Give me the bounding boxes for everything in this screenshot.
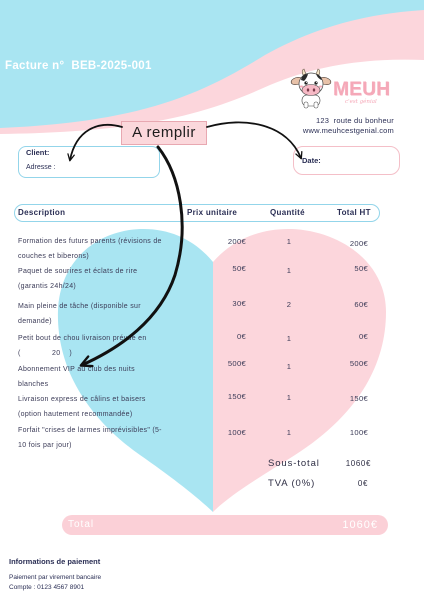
total-cell: 60€ <box>354 299 368 309</box>
header-unit-price: Prix unitaire <box>187 208 238 217</box>
total-cell: 200€ <box>349 238 368 248</box>
description-line: Formation des futurs parents (révisions de <box>18 237 162 245</box>
brand-name: MEUH <box>333 79 391 100</box>
table-row <box>0 264 424 294</box>
description-line: ( 20 ) <box>18 349 73 357</box>
row-description <box>18 331 147 361</box>
row-description <box>18 264 137 294</box>
date-label: Date: <box>302 156 321 165</box>
payment-title: Informations de paiement <box>9 557 101 566</box>
payment-method: Paiement par virement bancaire <box>9 574 102 581</box>
header-quantity: Quantité <box>270 208 305 217</box>
quantity-cell: 1 <box>286 361 292 371</box>
vat-value: 0€ <box>357 479 368 488</box>
description-line: demande) <box>18 317 52 325</box>
unit-price-cell: 100€ <box>227 427 246 437</box>
brand-tagline: c'est génial <box>345 99 377 105</box>
payment-account: Compte : 0123 4567 8901 <box>9 584 85 591</box>
quantity-cell: 1 <box>286 265 292 275</box>
description-line: Forfait "crises de larmes imprévisibles" (5- <box>18 426 162 434</box>
description-line: Petit bout de chou livraison prévue en <box>18 334 147 342</box>
subtotal-label: Sous-total <box>268 458 320 469</box>
vat-label: TVA (0%) <box>268 478 316 489</box>
table-row <box>0 358 424 392</box>
row-description <box>18 423 162 453</box>
description-line: Paquet de sourires et éclats de rire <box>18 267 138 275</box>
unit-price-cell: 200€ <box>227 236 246 246</box>
total-cell: 0€ <box>358 331 368 341</box>
unit-price-cell: 0€ <box>236 331 246 341</box>
row-description <box>18 299 141 329</box>
table-row <box>0 299 424 329</box>
quantity-cell: 2 <box>286 299 292 309</box>
unit-price-cell: 500€ <box>227 358 246 368</box>
subtotal-value: 1060€ <box>345 459 371 468</box>
header-description: Description <box>18 208 66 217</box>
total-cell: 100€ <box>349 427 368 437</box>
description-line: blanches <box>18 380 49 388</box>
company-website: www.meuhcestgenial.com <box>302 126 394 135</box>
description-line: Main pleine de tâche (disponible sur <box>18 302 141 310</box>
description-line: Abonnement VIP au club des nuits <box>18 365 135 373</box>
row-description <box>18 392 146 422</box>
table-row <box>0 392 424 422</box>
row-description <box>18 234 162 264</box>
quantity-cell: 1 <box>286 333 292 343</box>
address-label: Adresse : <box>26 164 56 171</box>
quantity-cell: 1 <box>286 427 292 437</box>
quantity-cell: 1 <box>286 392 292 402</box>
client-label: Client: <box>26 148 50 157</box>
invoice-title: Facture n° BEB-2025-001 <box>5 60 152 72</box>
description-line: (option hautement recommandée) <box>18 410 133 418</box>
header-total: Total HT <box>337 208 371 217</box>
total-cell: 150€ <box>349 393 368 403</box>
fill-in-callout: A remplir <box>121 121 207 145</box>
table-row <box>0 234 424 264</box>
company-address: 123 route du bonheur <box>315 116 394 125</box>
total-value: 1060€ <box>342 519 378 531</box>
total-cell: 50€ <box>354 263 368 273</box>
unit-price-cell: 50€ <box>232 263 246 273</box>
table-row <box>0 423 424 453</box>
description-line: couches et biberons) <box>18 252 89 260</box>
total-cell: 500€ <box>349 358 368 368</box>
description-line: (garantis 24h/24) <box>18 282 77 290</box>
description-line: Livraison express de câlins et baisers <box>18 395 146 403</box>
quantity-cell: 1 <box>286 236 292 246</box>
row-description <box>18 362 135 392</box>
unit-price-cell: 150€ <box>227 391 246 401</box>
unit-price-cell: 30€ <box>232 298 246 308</box>
description-line: 10 fois par jour) <box>18 441 72 449</box>
total-label: Total <box>68 519 95 530</box>
